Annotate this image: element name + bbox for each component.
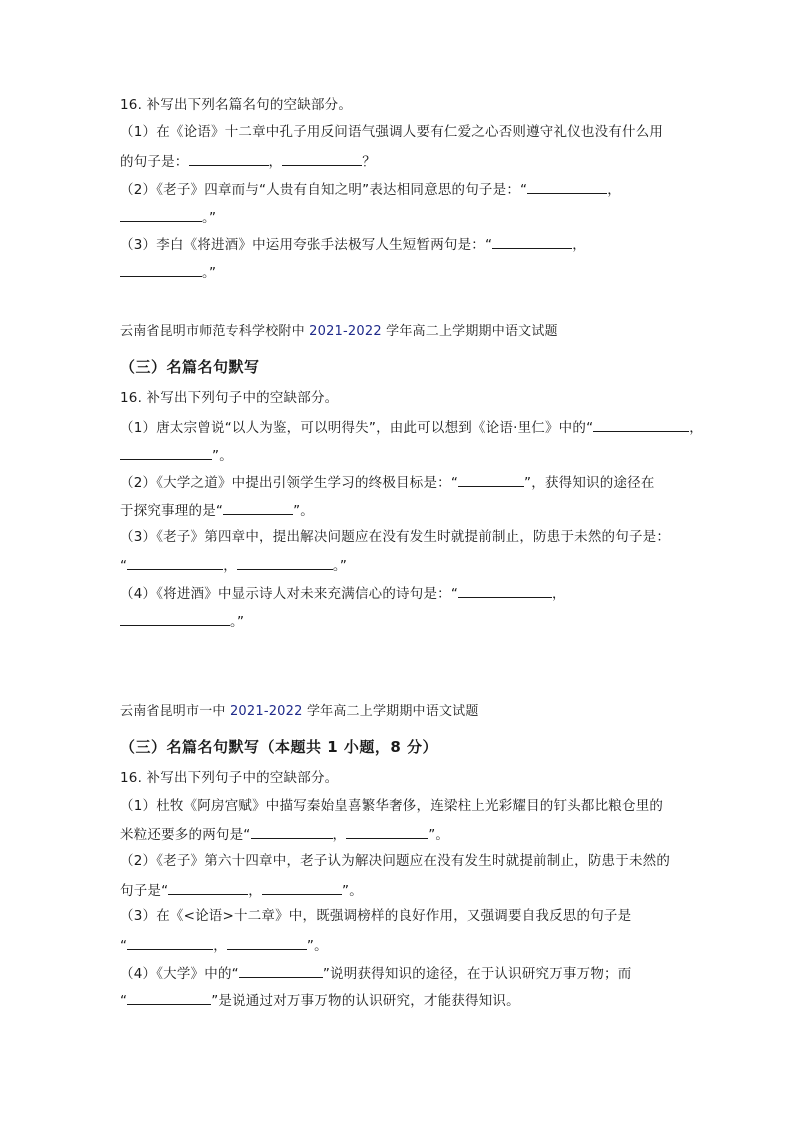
answer-blank[interactable] <box>458 472 524 487</box>
source-text: 云南省昆明市一中 <box>120 704 230 719</box>
question-item-3 <box>120 907 631 925</box>
answer-blank[interactable] <box>120 611 230 626</box>
question-title-text: 16. 补写出下列句子中的空缺部分。 <box>120 390 339 406</box>
question-text: 。” <box>202 265 217 281</box>
question-text: 。” <box>332 558 348 574</box>
answer-blank[interactable] <box>527 179 607 194</box>
question-item-2-cont <box>120 880 363 900</box>
answer-blank[interactable] <box>127 555 223 570</box>
answer-blank[interactable] <box>458 583 552 598</box>
question-text: （3）李白《将进酒》中运用夸张手法极写人生短暂两句是：“ <box>120 237 493 253</box>
question-item-2 <box>120 852 670 870</box>
question-item-2 <box>120 179 621 199</box>
question-text: （4）《将进酒》中显示诗人对未来充满信心的诗句是：“ <box>120 586 459 602</box>
question-text: ， <box>332 827 347 843</box>
source-text: 云南省昆明市师范专科学校附中 <box>120 324 310 339</box>
question-text: 于探究事理的是“ <box>120 503 224 519</box>
question-text: ”说明获得知识的途径，在于认识研究万事万物；而 <box>322 966 632 982</box>
question-text: （2）《老子》第六十四章中，老子认为解决问题应在没有发生时就提前制止，防患于未然的 <box>120 853 671 869</box>
answer-blank[interactable] <box>237 555 333 570</box>
question-title <box>120 96 352 114</box>
question-text: ， <box>223 558 237 574</box>
question-text: ”。 <box>306 938 328 954</box>
answer-blank[interactable] <box>262 880 342 895</box>
question-text: “ <box>120 558 128 574</box>
answer-blank[interactable] <box>127 935 213 950</box>
question-text: （2）《大学之道》中提出引领学生学习的终极目标是：“ <box>120 475 459 491</box>
answer-blank[interactable] <box>239 963 323 978</box>
question-item-4-cont <box>120 611 244 631</box>
question-item-3-cont <box>120 262 216 282</box>
question-text: （1）杜牧《阿房宫赋》中描写秦始皇喜繁华奢侈，连梁柱上光彩耀目的钉头都比粮仓里的 <box>120 798 664 814</box>
question-text: 的句子是： <box>120 154 189 170</box>
answer-blank[interactable] <box>168 880 248 895</box>
question-text: ， <box>572 237 586 253</box>
question-text: 句子是“ <box>120 883 169 899</box>
section-title <box>120 738 438 756</box>
question-text: ， <box>268 154 283 170</box>
question-text: ， <box>248 883 262 899</box>
source-line <box>120 323 558 341</box>
source-text: 学年高二上学期期中语文试题 <box>302 704 479 719</box>
question-text: 米粒还要多的两句是“ <box>120 827 251 843</box>
question-text: （3）《老子》第四章中，提出解决问题应在没有发生时就提前制止，防患于未然的句子是： <box>120 529 671 545</box>
question-title-text: 16. 补写出下列名篇名句的空缺部分。 <box>120 97 353 113</box>
question-item-4-cont <box>120 990 520 1010</box>
answer-blank[interactable] <box>227 935 307 950</box>
question-text: （2）《老子》四章而与“人贵有自知之明”表达相同意思的句子是：“ <box>120 182 528 198</box>
question-item-2-cont <box>120 207 216 227</box>
question-text: 。” <box>230 614 245 630</box>
question-text: ”。 <box>428 827 450 843</box>
answer-blank[interactable] <box>282 151 362 166</box>
question-item-1 <box>120 797 663 815</box>
question-text: ”。 <box>212 448 233 464</box>
question-text: ， <box>689 420 703 436</box>
question-item-1-cont <box>120 151 376 171</box>
answer-blank[interactable] <box>492 234 572 249</box>
answer-blank[interactable] <box>127 990 211 1005</box>
question-item-2-cont <box>120 500 314 520</box>
source-line <box>120 703 479 721</box>
question-text: ”。 <box>293 503 314 519</box>
question-text: ”。 <box>342 883 363 899</box>
question-item-1-cont <box>120 824 449 844</box>
question-title-text: 16. 补写出下列句子中的空缺部分。 <box>120 770 339 786</box>
question-text: （4）《大学》中的“ <box>120 966 239 982</box>
question-item-1-cont <box>120 445 233 465</box>
question-text: “ <box>120 993 128 1009</box>
answer-blank[interactable] <box>223 500 293 515</box>
question-text: ， <box>552 586 566 602</box>
question-item-4 <box>120 583 566 603</box>
question-text: ， <box>213 938 227 954</box>
question-text: 。” <box>202 210 217 226</box>
question-item-1 <box>120 123 663 141</box>
question-text: （1）唐太宗曾说“以人为鉴，可以明得失”，由此可以想到《论语·里仁》中的“ <box>120 420 594 436</box>
source-year: 2021-2022 <box>229 704 303 719</box>
section-title <box>120 358 260 376</box>
answer-blank[interactable] <box>120 207 202 222</box>
answer-blank[interactable] <box>120 262 202 277</box>
question-item-2 <box>120 472 655 492</box>
answer-blank[interactable] <box>593 417 689 432</box>
question-item-3-cont <box>120 555 347 575</box>
question-text: “ <box>120 938 128 954</box>
question-item-4 <box>120 963 631 983</box>
question-item-3 <box>120 528 670 546</box>
question-item-3 <box>120 234 586 254</box>
answer-blank[interactable] <box>346 824 428 839</box>
question-text: ？ <box>362 154 376 170</box>
question-text: ， <box>607 182 621 198</box>
answer-blank[interactable] <box>251 824 333 839</box>
question-title <box>120 769 338 787</box>
question-text: （3）在《<论语>十二章》中，既强调榜样的良好作用，又强调要自我反思的句子是 <box>120 908 632 924</box>
question-title <box>120 389 338 407</box>
answer-blank[interactable] <box>120 445 212 460</box>
section-title-text: （三）名篇名句默写 <box>120 358 260 376</box>
question-item-3-cont <box>120 935 328 955</box>
question-text: ”是说通过对万事万物的认识研究，才能获得知识。 <box>211 993 520 1009</box>
question-text: （1）在《论语》十二章中孔子用反问语气强调人要有仁爱之心否则遵守礼仪也没有什么用 <box>120 124 664 140</box>
source-text: 学年高二上学期期中语文试题 <box>381 324 558 339</box>
question-text: ”，获得知识的途径在 <box>524 475 655 491</box>
answer-blank[interactable] <box>189 151 269 166</box>
question-item-1 <box>120 417 703 437</box>
source-year: 2021-2022 <box>309 324 382 339</box>
section-title-text: （三）名篇名句默写（本题共 1 小题，8 分） <box>120 738 439 756</box>
